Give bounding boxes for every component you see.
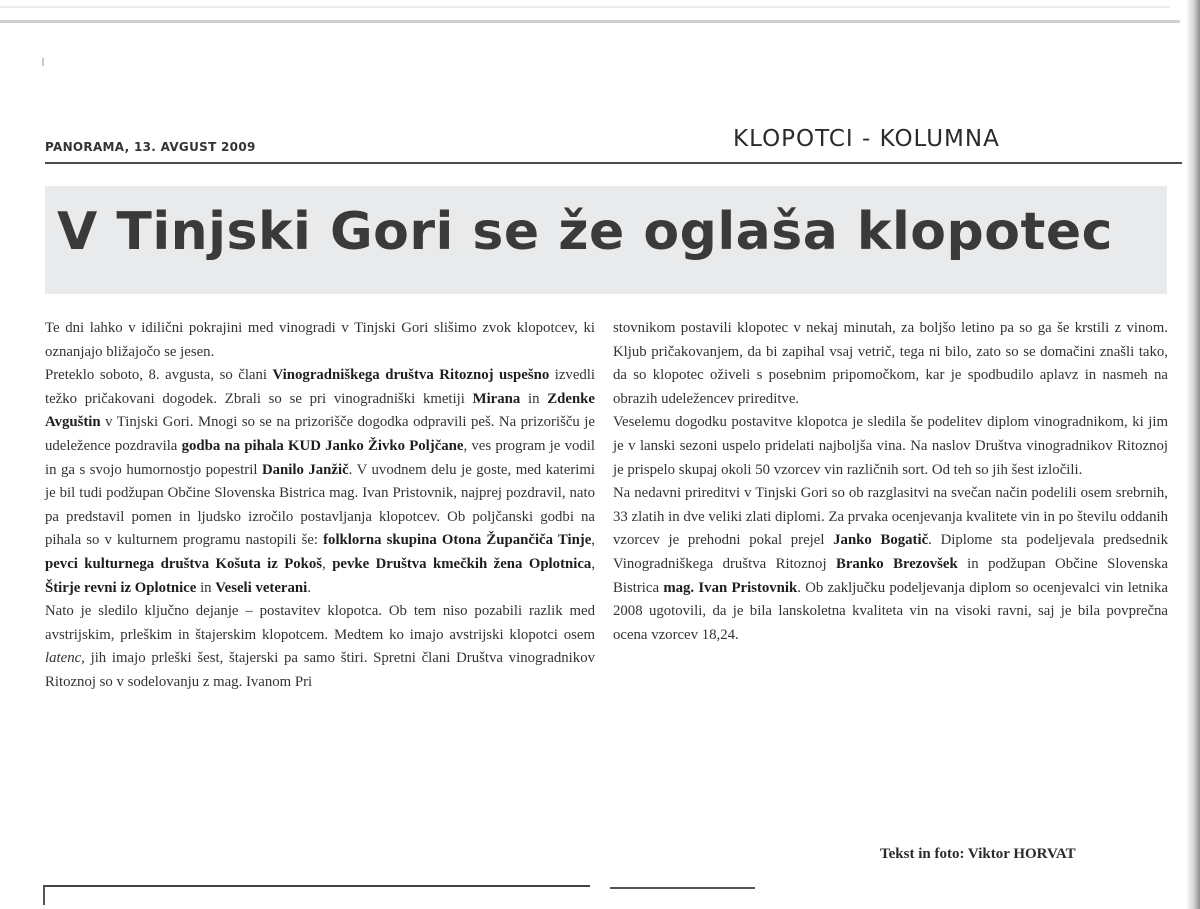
footer-divider bbox=[610, 887, 755, 889]
text-run: . V uvodnem delu je goste, med katerimi je bil tudi podžupan Občine Slovenska Bistrica mag. Ivan Pristovnik, najprej pozdravil, nato pa predstavil pomen in ljudsko izročilo postavljanja klopotcev. Ob poljčanski godbi na pihala so v kulturnem programu nastopili še: bbox=[45, 461, 595, 549]
bold-name-run: pevke Društva kmečkih žena Oplotnica bbox=[332, 555, 592, 572]
text-run: , jih imajo prleški šest, štajerski pa samo štiri. Spretni člani Društva vinogradnikov Ritoznoj so v sodelovanju z mag. Ivanom Pri bbox=[45, 650, 595, 690]
headline-banner bbox=[45, 186, 1167, 294]
text-run: Veselemu dogodku postavitve klopotca je sledila še podelitev diplom vinogradnikom, ki jim je v lanski sezoni uspelo pridelati najboljša vina. Na naslov Društva vinogradnikov Ritoznoj je prispelo skupaj okoli 50 vzorcev vin različnih sort. Od teh so jih šest izločili. bbox=[613, 414, 1168, 478]
text-run: , bbox=[322, 555, 333, 572]
scan-mark bbox=[42, 58, 44, 66]
bold-name-run: Danilo Janžič bbox=[261, 461, 349, 478]
article-paragraph bbox=[613, 411, 1168, 482]
bold-name-run: Mirana bbox=[472, 390, 521, 407]
text-run: . Ob zaključku podeljevanja diplom so ocenjevalci vin letnika 2008 ugotovili, da je bila lanskoletna kvaliteta vin na visoki ravni, saj je bila povprečna ocena vzorcev 18,24. bbox=[613, 579, 1168, 643]
article-paragraph bbox=[45, 364, 595, 600]
text-run: Preteklo soboto, 8. avgusta, so člani bbox=[45, 367, 273, 384]
bold-name-run: Branko Brezovšek bbox=[835, 555, 958, 572]
article-paragraph bbox=[45, 317, 595, 364]
scan-edge-line bbox=[0, 6, 1170, 8]
bold-name-run: Zdenke Avguštin bbox=[45, 390, 595, 431]
page-header bbox=[45, 122, 1180, 162]
bold-name-run: Janko Bogatič bbox=[833, 532, 929, 549]
text-run: Te dni lahko v idilični pokrajini med vinogradi v Tinjski Gori slišimo zvok klopotcev, ki oznanjajo bližajočo se jesen. bbox=[45, 320, 595, 360]
article-paragraph bbox=[45, 600, 595, 694]
article-byline: Tekst in foto: Viktor HORVAT bbox=[880, 846, 1076, 862]
text-run: , ves program je vodil in ga s svojo humornostjo popestril bbox=[45, 437, 595, 478]
text-run: in podžupan Občine Slovenska Bistrica bbox=[613, 555, 1168, 596]
bold-name-run: godba na pihala KUD Janko Živko Poljčane bbox=[181, 437, 464, 454]
text-run: , bbox=[591, 555, 596, 572]
scan-edge-line bbox=[0, 20, 1180, 23]
article-column-right bbox=[613, 317, 1168, 647]
section-title: KLOPOTCI - KOLUMNA bbox=[733, 126, 1000, 152]
article-paragraph bbox=[613, 317, 1168, 411]
text-run: , bbox=[591, 532, 595, 549]
bold-name-run: folklorna skupina Otona Župančiča Tinje bbox=[323, 532, 592, 549]
footer-divider bbox=[45, 885, 590, 887]
header-divider bbox=[45, 162, 1182, 164]
bold-name-run: mag. Ivan Pristovnik bbox=[663, 579, 798, 596]
bold-name-run: Vinogradniškega društva Ritoznoj uspešno bbox=[272, 367, 550, 384]
text-run: in bbox=[520, 390, 548, 407]
text-run: v Tinjski Gori. Mnogi so se na prizorišče dogodka odpravili peš. Na prizorišču je udeležence pozdravila bbox=[45, 414, 595, 454]
bold-name-run: Veseli veterani bbox=[215, 579, 308, 596]
italic-term-run: latenc bbox=[45, 650, 82, 667]
article-column-left bbox=[45, 317, 595, 695]
text-run: stovnikom postavili klopotec v nekaj minutah, za boljšo letino pa so ga še krstili z vinom. Kljub pričakovanjem, da bi zapihal vsaj vetrič, tega ni bilo, zato so se domačini znašli tako, da so klopotec oživeli s posebnim pripomočkom, kar je spodbudilo aplavz in nasmeh na obrazih udeležencev prireditve. bbox=[613, 320, 1168, 407]
bold-name-run: Štirje revni iz Oplotnice bbox=[45, 579, 197, 596]
bold-name-run: pevci kulturnega društva Košuta iz Pokoš bbox=[45, 555, 323, 572]
scan-right-edge bbox=[1186, 0, 1200, 909]
article-headline: V Tinjski Gori se že oglaša klopotec bbox=[57, 202, 1113, 262]
publication-date-line: PANORAMA, 13. AVGUST 2009 bbox=[45, 140, 256, 154]
text-run: Na nedavni prireditvi v Tinjski Gori so ob razglasitvi na svečan način podelili osem srebrnih, 33 zlatih in dve veliki zlati diplomi. Za prvaka ocenjevanja kvalitete vin in po številu oddanih vzorcev je prehodni pokal prejel bbox=[613, 485, 1168, 549]
text-run: izvedli težko pričakovani dogodek. Zbrali so se pri vinogradniški kmetiji bbox=[45, 367, 596, 407]
footer-divider-tick bbox=[43, 885, 45, 905]
text-run: . bbox=[307, 579, 311, 596]
article-paragraph bbox=[613, 482, 1168, 647]
text-run: Nato je sledilo ključno dejanje – postavitev klopotca. Ob tem niso pozabili razlik med avstrijskim, prleškim in štajerskim klopotcem. Medtem ko imajo avstrijski klopotci osem bbox=[45, 603, 595, 643]
text-run: in bbox=[196, 579, 216, 596]
text-run: . Diplome sta podeljevala predsednik Vinogradniškega društva Ritoznoj bbox=[613, 532, 1168, 572]
